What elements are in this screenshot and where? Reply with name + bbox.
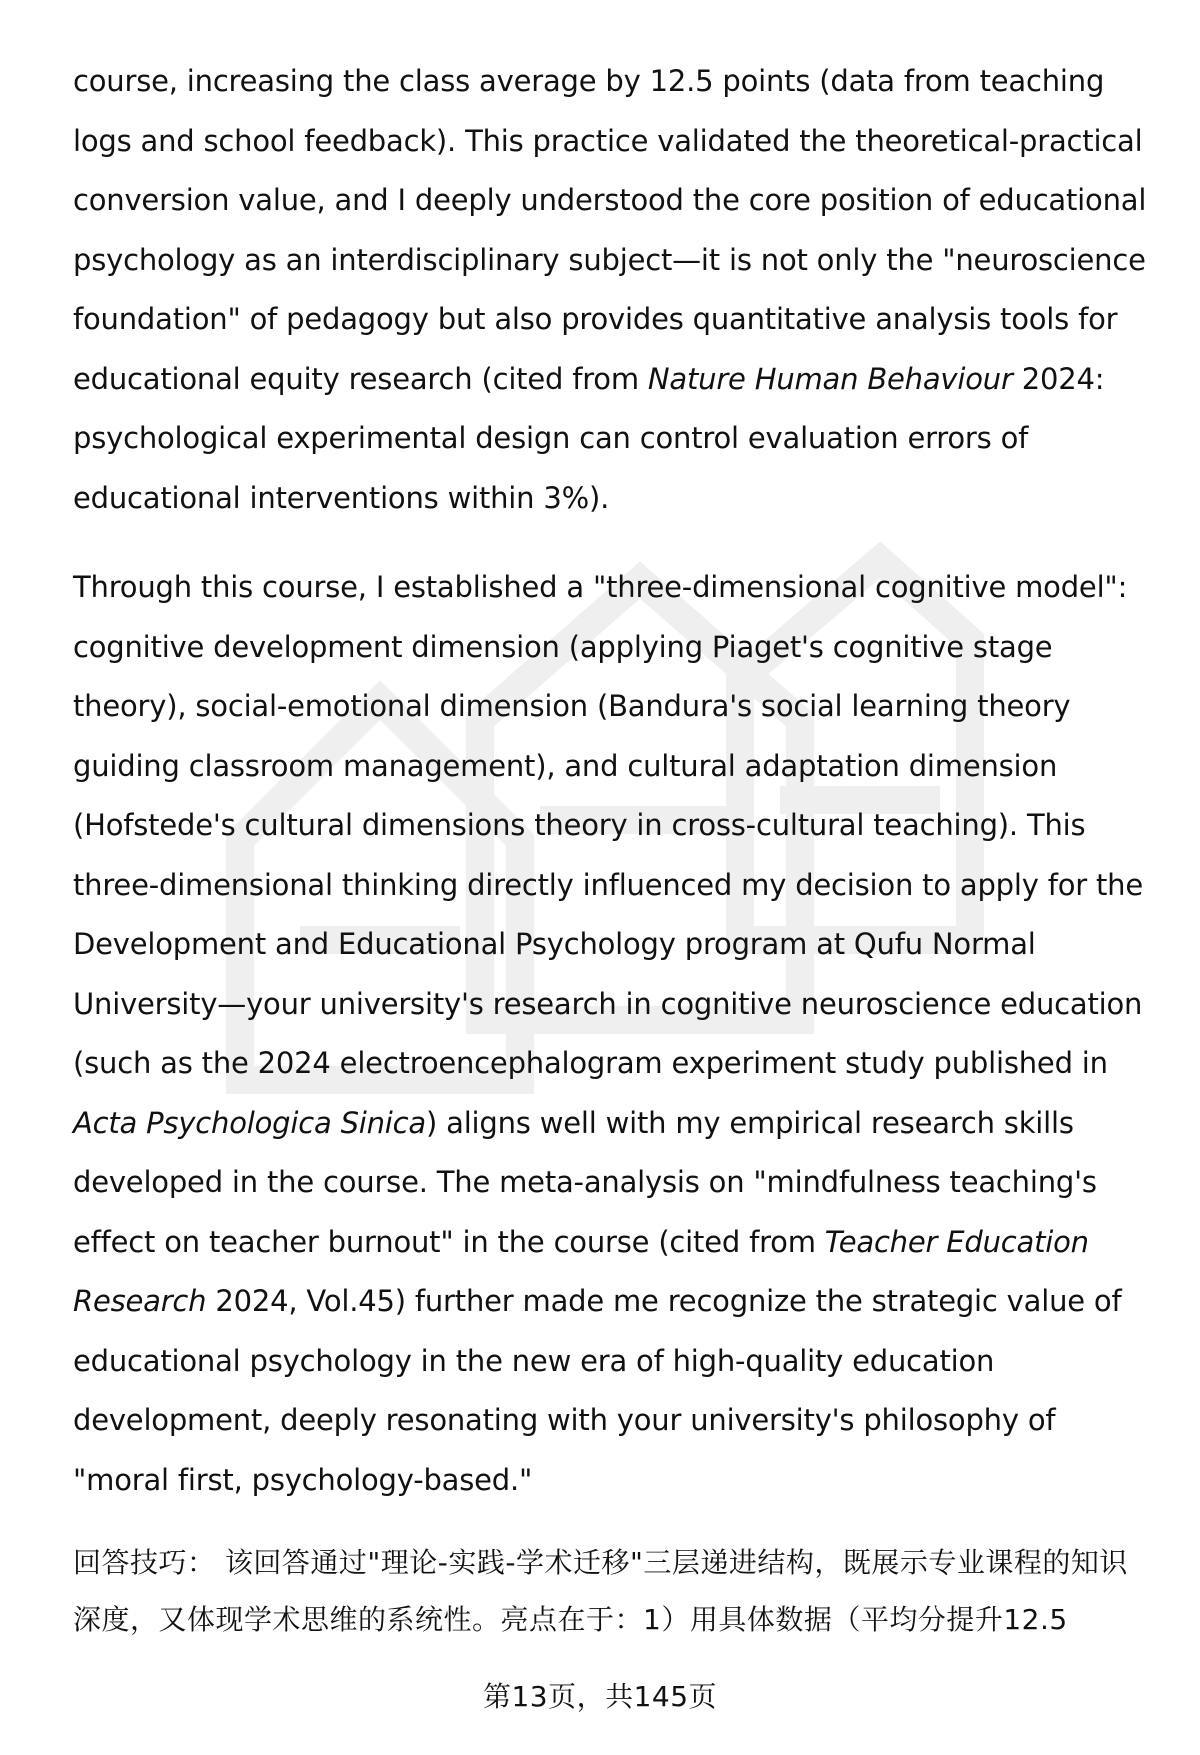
paragraph-2 xyxy=(73,558,1153,1510)
document-page xyxy=(73,52,1153,1648)
answer-tips: 回答技巧： 该回答通过"理论-实践-学术迁移"三层递进结构，既展示专业课程的知识深度，又体现学术思维的系统性。亮点在于：1）用具体数据（平均分提升12.5 xyxy=(73,1546,1128,1636)
paragraph-1-text-a: course, increasing the class average by 12.5 points (data from teaching logs and school feedback). This practice validated the theoretical-practical conversion value, and I deeply understood the core position of educational psychology as an interdisciplinary subject—it is not only the "neuroscience foundation" of pedagogy but also provides quantitative analysis tools for educational equity research (cited from xyxy=(73,64,1147,396)
journal-title-nature-human-behaviour: Nature Human Behaviour xyxy=(647,361,1013,396)
paragraph-1 xyxy=(73,52,1153,528)
paragraph-2-text-a: Through this course, I established a "three-dimensional cognitive model": cognitive development dimension (applying Piaget's cognitive stage theory), social-emotional dimension (Bandura's social learning theory guiding classroom management), and cultural adaptation dimension (Hofstede's cultural dimensions theory in cross-cultural teaching). This three-dimensional thinking directly influenced my decision to apply for the Development and Educational Psychology program at Qufu Normal University—your university's research in cognitive neuroscience education (such as the 2024 electroencephalogram experiment study published in xyxy=(73,570,1143,1080)
paragraph-2-text-c: 2024, Vol.45) further made me recognize the strategic value of educational psychology in the new era of high-quality education development, deeply resonating with your university's philosophy of "moral first, psychology-based." xyxy=(73,1284,1122,1497)
page-number-footer: 第13页，共145页 xyxy=(482,1680,718,1713)
paragraph-2-text-b: ) aligns well with my empirical research skills developed in the course. The meta-analysis on "mindfulness teaching's effect on teacher burnout" in the course (cited from xyxy=(73,1105,1097,1259)
journal-title-acta-psychologica-sinica: Acta Psychologica Sinica xyxy=(73,1105,426,1140)
journal-title-teacher-education-research: Teacher Education Research xyxy=(73,1224,1089,1318)
paragraph-1-text-b: 2024: psychological experimental design can control evaluation errors of educational interventions within 3%). xyxy=(73,361,1105,515)
